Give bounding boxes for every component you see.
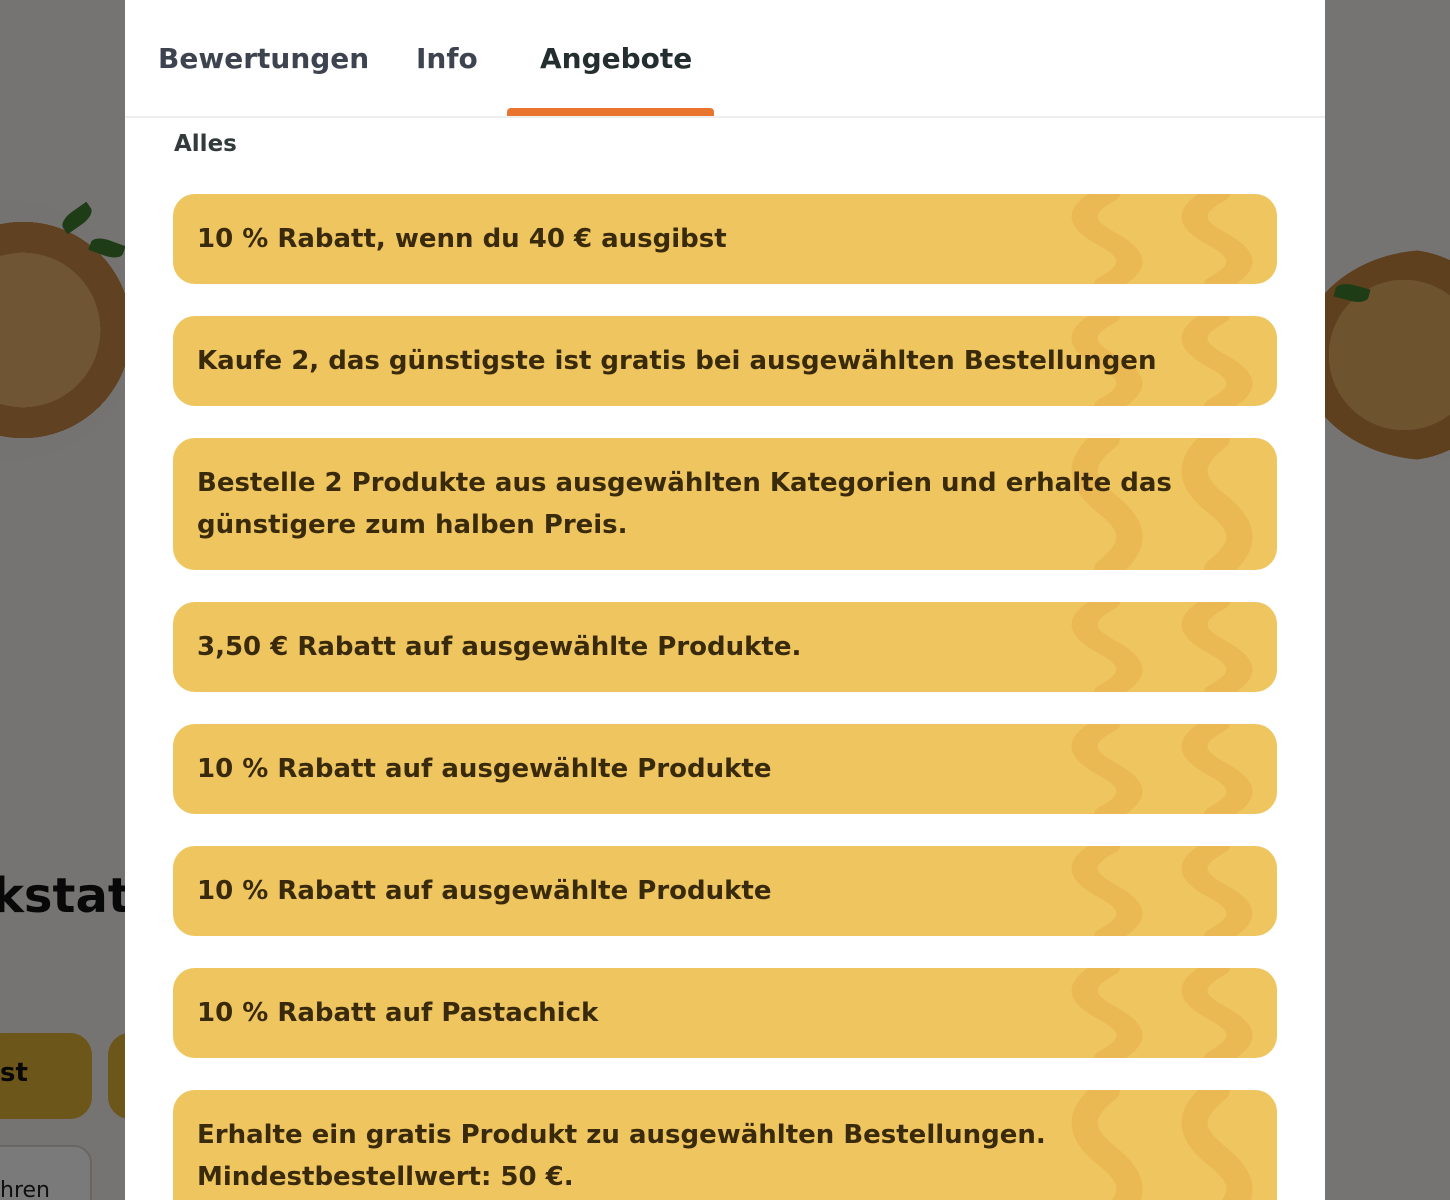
offer-text: 10 % Rabatt auf ausgewählte Produkte <box>197 876 772 906</box>
offer-text: Kaufe 2, das günstigste ist gratis bei ausgewählten Bestellungen <box>197 346 1157 376</box>
offer-card[interactable] <box>173 602 1277 692</box>
section-heading: Alles <box>174 131 237 157</box>
offer-card[interactable] <box>173 1090 1277 1200</box>
offer-card[interactable] <box>173 968 1277 1058</box>
tab-angebote[interactable]: Angebote <box>540 42 693 75</box>
restaurant-info-modal <box>125 0 1325 1200</box>
offer-text: 3,50 € Rabatt auf ausgewählte Produkte. <box>197 632 802 662</box>
tab-bar <box>125 0 1325 118</box>
offer-card[interactable] <box>173 438 1277 570</box>
tab-bewertungen[interactable]: Bewertungen <box>158 42 370 75</box>
active-tab-indicator <box>507 108 714 116</box>
offer-text: Erhalte ein gratis Produkt zu ausgewählten Bestellungen. Mindestbestellwert: 50 €. <box>197 1120 1046 1192</box>
offer-text: 10 % Rabatt, wenn du 40 € ausgibst <box>197 224 727 254</box>
offer-text: 10 % Rabatt auf Pastachick <box>197 998 599 1028</box>
offer-card[interactable] <box>173 724 1277 814</box>
offer-card[interactable] <box>173 194 1277 284</box>
offer-text: Bestelle 2 Produkte aus ausgewählten Kategorien und erhalte das günstigere zum halben Preis. <box>197 468 1172 540</box>
offer-text: 10 % Rabatt auf ausgewählte Produkte <box>197 754 772 784</box>
tab-info[interactable]: Info <box>416 42 478 75</box>
offers-list <box>173 194 1277 1200</box>
offer-card[interactable] <box>173 846 1277 936</box>
offer-card[interactable] <box>173 316 1277 406</box>
